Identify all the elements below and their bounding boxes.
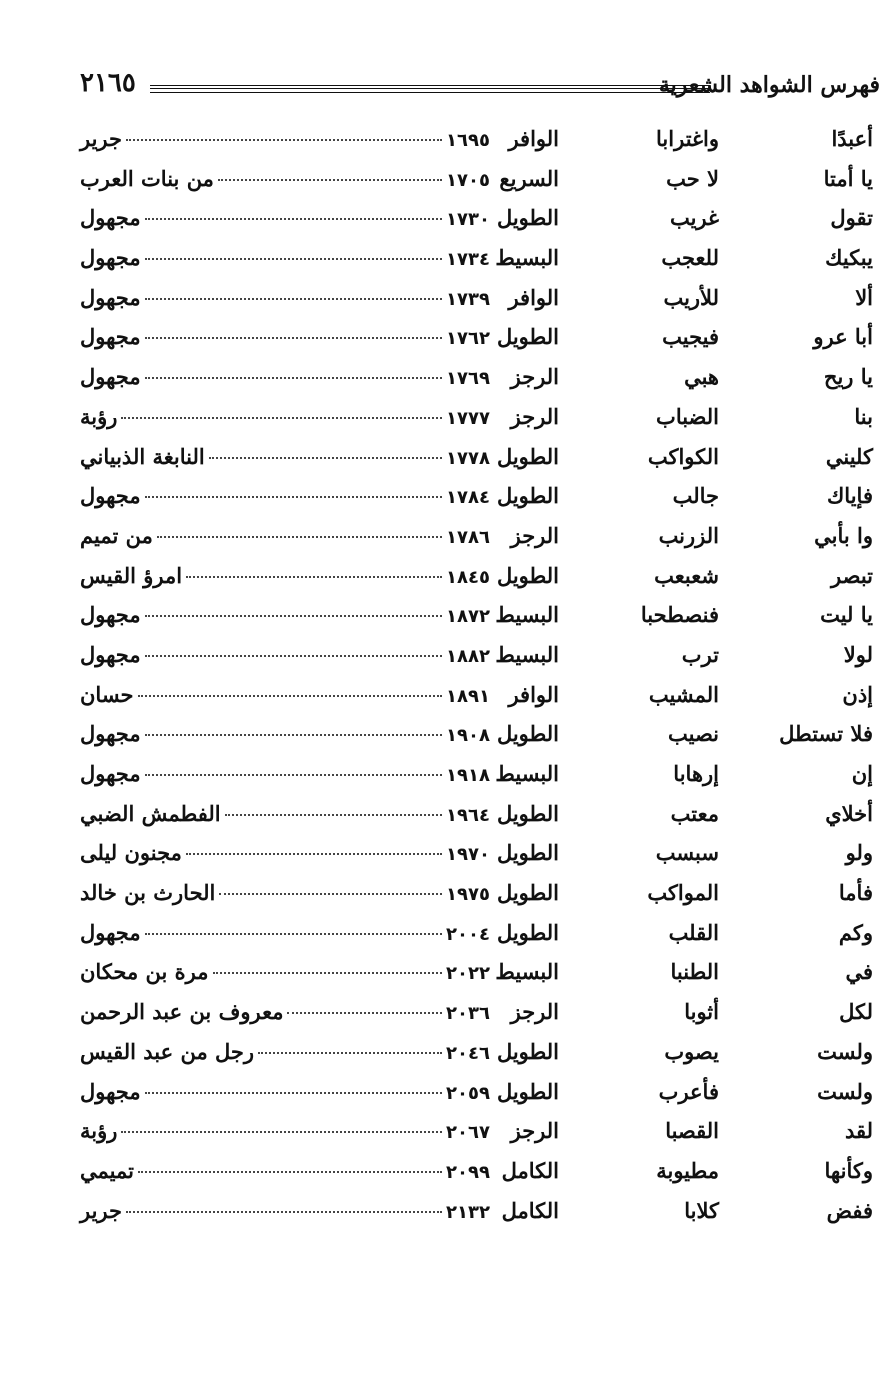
page-reference: ١٧٨٤ xyxy=(446,487,490,509)
page-reference: ١٧٧٨ xyxy=(446,447,490,469)
dot-leader xyxy=(138,695,443,697)
verse-rhyme-word: نصيب xyxy=(667,721,719,747)
verse-rhyme-word: الضباب xyxy=(656,403,719,429)
verse-first-word: وا بأبي xyxy=(814,522,873,548)
page-reference: ٢٠٩٩ xyxy=(446,1161,490,1183)
poet-entry xyxy=(80,523,490,548)
poet-name: من تميم xyxy=(80,522,153,548)
page-header xyxy=(80,66,880,106)
verse-meter: الكامل xyxy=(501,1197,559,1223)
verse-rhyme-word: للعجب xyxy=(661,245,719,271)
page-reference: ١٧٧٧ xyxy=(446,407,490,429)
verse-first-word: ولو xyxy=(845,840,873,866)
page-reference: ١٧٣٠ xyxy=(446,209,490,231)
poet-name: الفطمش الضبي xyxy=(80,800,221,826)
verse-rhyme-word: لا حب xyxy=(666,165,719,191)
page-reference: ٢١٣٢ xyxy=(446,1201,490,1223)
verse-first-word: يا ليت xyxy=(820,602,873,628)
header-title: فهرس الشواهد الشعرية xyxy=(658,72,880,98)
dot-leader xyxy=(138,1171,442,1173)
poet-entry xyxy=(80,999,490,1024)
verse-meter: الرجز xyxy=(510,522,559,548)
poet-name: رؤبة xyxy=(80,403,118,429)
dot-leader xyxy=(145,734,442,736)
dot-leader xyxy=(126,139,442,141)
poet-name: جرير xyxy=(80,126,122,151)
verse-first-word: أبا عرو xyxy=(813,324,873,350)
index-row xyxy=(0,356,891,396)
dot-leader xyxy=(145,615,442,617)
verse-meter: الطويل xyxy=(496,919,559,945)
poet-entry xyxy=(80,801,490,826)
verse-first-word: إن xyxy=(851,761,873,786)
verse-first-word: لولا xyxy=(843,641,873,667)
index-row xyxy=(0,594,891,634)
dot-leader xyxy=(225,814,442,816)
dot-leader xyxy=(186,853,442,855)
poet-entry xyxy=(80,1198,490,1223)
verse-rhyme-word: واغترابا xyxy=(656,126,719,151)
page-reference: ١٨٩١ xyxy=(446,685,490,707)
verse-rhyme-word: جالب xyxy=(672,483,719,509)
verse-first-word: إذن xyxy=(842,681,873,707)
verse-rhyme-word: القلب xyxy=(668,919,719,945)
page-reference: ٢٠٦٧ xyxy=(446,1122,490,1144)
page-reference: ٢٠٤٦ xyxy=(446,1042,490,1064)
dot-leader xyxy=(186,576,442,578)
page-reference: ١٧٣٤ xyxy=(446,249,490,271)
poet-entry xyxy=(80,840,490,865)
poet-entry xyxy=(80,483,490,508)
verse-rhyme-word: شعبعب xyxy=(654,562,719,588)
page-reference: ١٦٩٥ xyxy=(446,130,490,151)
verse-meter: الرجز xyxy=(510,1118,559,1144)
verse-rhyme-word: للأريب xyxy=(663,284,719,310)
verse-rhyme-word: الزرنب xyxy=(658,522,719,548)
verse-meter: البسيط xyxy=(495,761,559,786)
index-row xyxy=(0,197,891,237)
dot-leader xyxy=(145,218,442,220)
poet-entry xyxy=(80,1079,490,1104)
verse-rhyme-word: ترب xyxy=(681,641,719,667)
verse-meter: البسيط xyxy=(495,245,559,271)
index-row xyxy=(0,316,891,356)
index-row xyxy=(0,1031,891,1071)
dot-leader xyxy=(145,774,442,776)
verse-rhyme-word: الكواكب xyxy=(647,443,719,469)
poet-entry xyxy=(80,682,490,707)
index-row xyxy=(0,237,891,277)
verse-rhyme-word: المشيب xyxy=(648,681,719,707)
verse-rhyme-word: يصوب xyxy=(664,1038,719,1064)
poet-name: امرؤ القيس xyxy=(80,562,183,588)
verse-meter: الطويل xyxy=(496,1078,559,1104)
verse-rhyme-word: إرهابا xyxy=(673,761,719,786)
index-row xyxy=(0,912,891,952)
verse-meter: الطويل xyxy=(496,324,559,350)
page-reference: ٢٠٥٩ xyxy=(446,1082,490,1104)
verse-meter: البسيط xyxy=(495,959,559,985)
verse-rhyme-word: مطيوبة xyxy=(656,1157,719,1183)
index-row xyxy=(0,396,891,436)
verse-first-word: لقد xyxy=(844,1118,873,1144)
verse-first-word: في xyxy=(845,959,873,985)
poet-entry xyxy=(80,642,490,667)
poet-entry xyxy=(80,1158,490,1183)
dot-leader xyxy=(126,1211,442,1213)
poet-entry xyxy=(80,959,490,984)
poet-name: معروف بن عبد الرحمن xyxy=(80,999,284,1025)
dot-leader xyxy=(121,1131,442,1133)
verse-first-word: بنا xyxy=(854,403,873,429)
verse-meter: الطويل xyxy=(496,205,559,231)
verse-first-word: ولست xyxy=(817,1078,873,1104)
verse-first-word: يبكيك xyxy=(825,245,873,271)
poet-name: مجهول xyxy=(80,245,141,271)
index-row xyxy=(0,1071,891,1111)
verse-first-word: أخلاي xyxy=(825,800,873,826)
poet-entry xyxy=(80,721,490,746)
dot-leader xyxy=(219,893,442,895)
verse-first-word: تبصر xyxy=(831,562,873,588)
poet-entry xyxy=(80,1118,490,1143)
verse-first-word: وكأنها xyxy=(824,1157,873,1183)
poet-name: مرة بن محكان xyxy=(80,959,209,985)
poet-name: جرير xyxy=(80,1197,122,1223)
verse-meter: الرجز xyxy=(510,999,559,1025)
verse-meter: الطويل xyxy=(496,443,559,469)
dot-leader xyxy=(121,417,442,419)
verse-meter: الوافر xyxy=(508,126,559,151)
verse-first-word: ولست xyxy=(817,1038,873,1064)
verse-first-word: كليني xyxy=(825,443,873,469)
verse-meter: الكامل xyxy=(501,1157,559,1183)
dot-leader xyxy=(218,179,442,181)
poet-name: مجهول xyxy=(80,364,141,390)
poet-entry xyxy=(80,126,490,151)
poet-entry xyxy=(80,245,490,270)
verse-meter: الطويل xyxy=(496,721,559,747)
poet-entry xyxy=(80,324,490,349)
verse-meter: الوافر xyxy=(508,284,559,310)
dot-leader xyxy=(145,377,442,379)
verse-first-word: تقول xyxy=(830,205,873,231)
poet-entry xyxy=(80,563,490,588)
poet-name: مجهول xyxy=(80,483,141,509)
verse-meter: الطويل xyxy=(496,562,559,588)
page-reference: ١٧٣٩ xyxy=(446,288,490,310)
poet-name: مجهول xyxy=(80,1078,141,1104)
poet-entry xyxy=(80,920,490,945)
page-reference: ١٧٨٦ xyxy=(446,526,490,548)
verse-first-word: فلا تستطل xyxy=(779,721,873,747)
verse-meter: الوافر xyxy=(508,681,559,707)
verse-first-word: ففض xyxy=(826,1197,873,1223)
poet-entry xyxy=(80,444,490,469)
page-reference: ٢٠٢٢ xyxy=(446,963,490,985)
index-row xyxy=(0,515,891,555)
verse-meter: الطويل xyxy=(496,800,559,826)
dot-leader xyxy=(209,457,442,459)
index-row xyxy=(0,951,891,991)
page-reference: ٢٠٠٤ xyxy=(446,923,490,945)
verse-meter: الطويل xyxy=(496,1038,559,1064)
index-row xyxy=(0,118,891,158)
index-row xyxy=(0,674,891,714)
verse-first-word: أعبدًا xyxy=(831,126,873,151)
index-table xyxy=(0,118,891,1229)
verse-first-word: يا أمتا xyxy=(823,165,873,191)
index-row xyxy=(0,872,891,912)
page-reference: ١٩٧٠ xyxy=(446,844,490,866)
poet-name: رؤبة xyxy=(80,1118,118,1144)
poet-entry xyxy=(80,404,490,429)
poet-name: مجهول xyxy=(80,721,141,747)
poet-name: مجهول xyxy=(80,324,141,350)
poet-entry xyxy=(80,205,490,230)
page-reference: ١٧٠٥ xyxy=(446,169,490,191)
verse-rhyme-word: هبي xyxy=(684,364,719,390)
index-row xyxy=(0,277,891,317)
page-reference: ١٩٧٥ xyxy=(446,884,490,906)
dot-leader xyxy=(145,496,442,498)
verse-meter: الطويل xyxy=(496,483,559,509)
poet-name: النابغة الذبياني xyxy=(80,443,205,469)
verse-first-word: وكم xyxy=(838,919,873,945)
verse-meter: الرجز xyxy=(510,403,559,429)
page-reference: ١٩١٨ xyxy=(446,765,490,786)
dot-leader xyxy=(145,655,442,657)
index-row xyxy=(0,793,891,833)
dot-leader xyxy=(145,258,442,260)
poet-entry xyxy=(80,602,490,627)
dot-leader xyxy=(157,536,442,538)
verse-rhyme-word: القصبا xyxy=(665,1118,719,1144)
index-row xyxy=(0,832,891,872)
poet-name: من بنات العرب xyxy=(80,165,214,191)
verse-rhyme-word: فيجيب xyxy=(662,324,719,350)
poet-name: مجهول xyxy=(80,761,141,786)
verse-meter: الطويل xyxy=(496,840,559,866)
poet-entry xyxy=(80,761,490,786)
dot-leader xyxy=(145,337,442,339)
index-row xyxy=(0,555,891,595)
dot-leader xyxy=(145,1092,442,1094)
verse-rhyme-word: المواكب xyxy=(647,880,719,906)
index-row xyxy=(0,436,891,476)
poet-name: مجهول xyxy=(80,919,141,945)
verse-meter: الرجز xyxy=(510,364,559,390)
verse-first-word: فإياك xyxy=(827,483,873,509)
poet-name: مجنون ليلى xyxy=(80,840,182,866)
poet-name: مجهول xyxy=(80,205,141,231)
page-reference: ١٩٦٤ xyxy=(446,804,490,826)
header-page-number: ٢١٦٥ xyxy=(80,68,136,98)
index-row xyxy=(0,1110,891,1150)
index-row xyxy=(0,1150,891,1190)
poet-entry xyxy=(80,166,490,191)
index-row xyxy=(0,753,891,793)
header-rule xyxy=(150,85,710,93)
verse-meter: البسيط xyxy=(495,641,559,667)
page-reference: ١٨٤٥ xyxy=(446,566,490,588)
index-row xyxy=(0,713,891,753)
poet-entry xyxy=(80,1039,490,1064)
page-reference: ١٨٧٢ xyxy=(446,606,490,628)
verse-first-word: فأما xyxy=(838,880,873,906)
verse-rhyme-word: فأعرب xyxy=(658,1078,719,1104)
poet-name: حسان xyxy=(80,681,134,707)
poet-name: مجهول xyxy=(80,641,141,667)
page-reference: ١٧٦٩ xyxy=(446,368,490,390)
dot-leader xyxy=(258,1052,442,1054)
index-row xyxy=(0,634,891,674)
dot-leader xyxy=(145,933,442,935)
verse-meter: السريع xyxy=(499,165,559,191)
verse-first-word: ألا xyxy=(855,284,873,310)
page-reference: ١٩٠٨ xyxy=(446,725,490,747)
dot-leader xyxy=(213,972,443,974)
verse-rhyme-word: فنصطحبا xyxy=(640,602,719,628)
poet-entry xyxy=(80,285,490,310)
index-row xyxy=(0,1190,891,1230)
poet-name: تميمي xyxy=(80,1157,134,1183)
poet-entry xyxy=(80,364,490,389)
poet-entry xyxy=(80,880,490,905)
poet-name: مجهول xyxy=(80,284,141,310)
page-reference: ١٨٨٢ xyxy=(446,645,490,667)
verse-rhyme-word: سبسب xyxy=(655,840,719,866)
verse-rhyme-word: غريب xyxy=(669,205,719,231)
verse-rhyme-word: أثوبا xyxy=(684,999,719,1025)
poet-name: مجهول xyxy=(80,602,141,628)
verse-meter: البسيط xyxy=(495,602,559,628)
verse-rhyme-word: معتب xyxy=(670,800,719,826)
verse-meter: الطويل xyxy=(496,880,559,906)
index-row xyxy=(0,991,891,1031)
dot-leader xyxy=(145,298,442,300)
page-reference: ٢٠٣٦ xyxy=(446,1003,490,1025)
dot-leader xyxy=(287,1012,442,1014)
index-row xyxy=(0,475,891,515)
verse-rhyme-word: كلابا xyxy=(684,1197,719,1223)
index-row xyxy=(0,158,891,198)
poet-name: رجل من عبد القيس xyxy=(80,1038,255,1064)
page-reference: ١٧٦٢ xyxy=(446,328,490,350)
verse-first-word: يا ريح xyxy=(823,364,873,390)
verse-rhyme-word: الطنبا xyxy=(670,959,719,985)
poet-name: الحارث بن خالد xyxy=(80,880,216,906)
verse-first-word: لكل xyxy=(839,999,873,1025)
